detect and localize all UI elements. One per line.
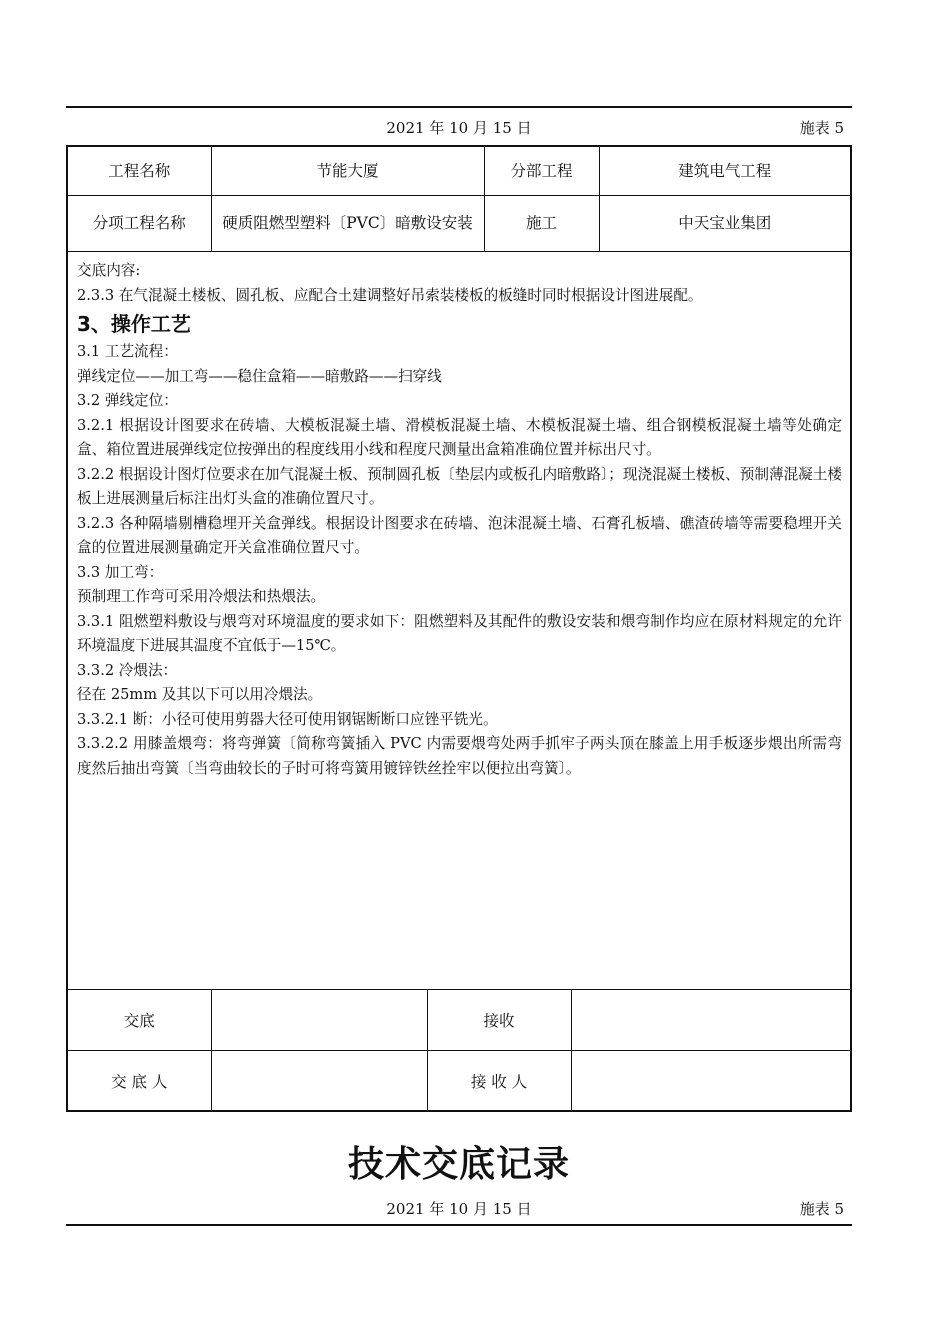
date-text: 2021 年 10 月 15 日 [386,119,532,137]
project-name-label: 工程名称 [68,147,211,195]
receiver-person-field[interactable] [571,1051,850,1111]
paragraph: 径在 25mm 及其以下可以用冷煨法。 [77,686,323,703]
paragraph: 3.2.1 根据设计图要求在砖墙、大模板混凝土墙、滑模板混凝土墙、木模板混凝土墙、组合钢模板混凝土墙等处确定盒、箱位置进展弹线定位按弹出的程度线用小线和程度尺测量出盒箱准确位置并标出尺寸。 [77,416,842,458]
content-label: 交底内容: [77,262,141,279]
paragraph: 3.2.2 根据设计图灯位要求在加气混凝土板、预制圆孔板〔垫层内或板孔内暗敷路〕；现浇混凝土楼板、预制薄混凝土楼板上进展测量后标注出灯头盒的准确位置尺寸。 [77,465,842,507]
paragraph: 3.1 工艺流程： [77,343,178,360]
handover-label: 交底 [68,990,211,1051]
paragraph: 3.3.2.2 用膝盖煨弯：将弯弹簧〔简称弯簧插入 PVC 内需要煨弯处两手抓牢子两头顶在膝盖上用手板逐步煨出所需弯度然后抽出弯簧〔当弯曲较长的子时可将弯簧用镀锌铁丝拴牢以便拉出弯簧〕。 [77,735,842,777]
subitem-label: 分项工程名称 [68,195,211,251]
handover-person-field[interactable] [211,1051,427,1111]
document-title: 技术交底记录 [347,1144,570,1185]
project-name-value: 节能大厦 [211,147,484,195]
receive-label: 接收 [427,990,571,1051]
top-dateline [66,115,852,137]
paragraph: 3.3.2 冷煨法： [77,661,178,679]
section-heading: 3、操作工艺 [77,312,191,336]
top-rule [66,106,852,108]
handover-person-label: 交 底 人 [68,1051,211,1111]
date-text: 2021 年 10 月 15 日 [386,1200,532,1218]
form-number: 施表 5 [799,119,844,137]
paragraph: 3.2.3 各种隔墙剔槽稳埋开关盒弹线。根据设计图要求在砖墙、泡沫混凝土墙、石膏孔板墙、礁渣砖墙等需要稳埋开关盒的位置进展测量确定开关盒准确位置尺寸。 [77,514,842,556]
paragraph: 3.2 弹线定位： [77,392,178,409]
paragraph: 预制理工作弯可采用冷煨法和热煨法。 [77,588,326,605]
form-number: 施表 5 [799,1200,844,1218]
receive-signature-field[interactable] [571,990,850,1051]
header-table [68,147,850,252]
contractor-value: 中天宝业集团 [599,195,850,251]
bottom-dateline [66,1196,852,1218]
division-value: 建筑电气工程 [599,147,850,195]
paragraph: 弹线定位——加工弯——稳住盒箱——暗敷路——扫穿线 [77,367,442,385]
paragraph: 3.3.2.1 断：小径可使用剪器大径可使用钢锯断断口应锉平铣光。 [77,710,498,728]
record-form [66,145,852,1112]
bottom-rule [66,1224,852,1226]
handover-signature-field[interactable] [211,990,427,1051]
paragraph: 3.3 加工弯： [77,563,164,581]
paragraph: 2.3.3 在气混凝土楼板、圆孔板、应配合土建调整好吊索装楼板的板缝时同时根据设计图进展配。 [77,286,703,304]
disclosure-content [68,251,850,989]
contractor-label: 施工 [484,195,599,251]
division-label: 分部工程 [484,147,599,195]
signature-table [68,989,850,1110]
receiver-person-label: 接 收 人 [427,1051,571,1111]
paragraph: 3.3.1 阻燃塑料敷设与煨弯对环境温度的要求如下：阻燃塑料及其配件的敷设安装和煨弯制作均应在原材料规定的允许环境温度下进展其温度不宜低于—15℃。 [77,612,842,654]
subitem-value: 硬质阻燃型塑料〔PVC〕暗敷设安装 [211,195,484,251]
